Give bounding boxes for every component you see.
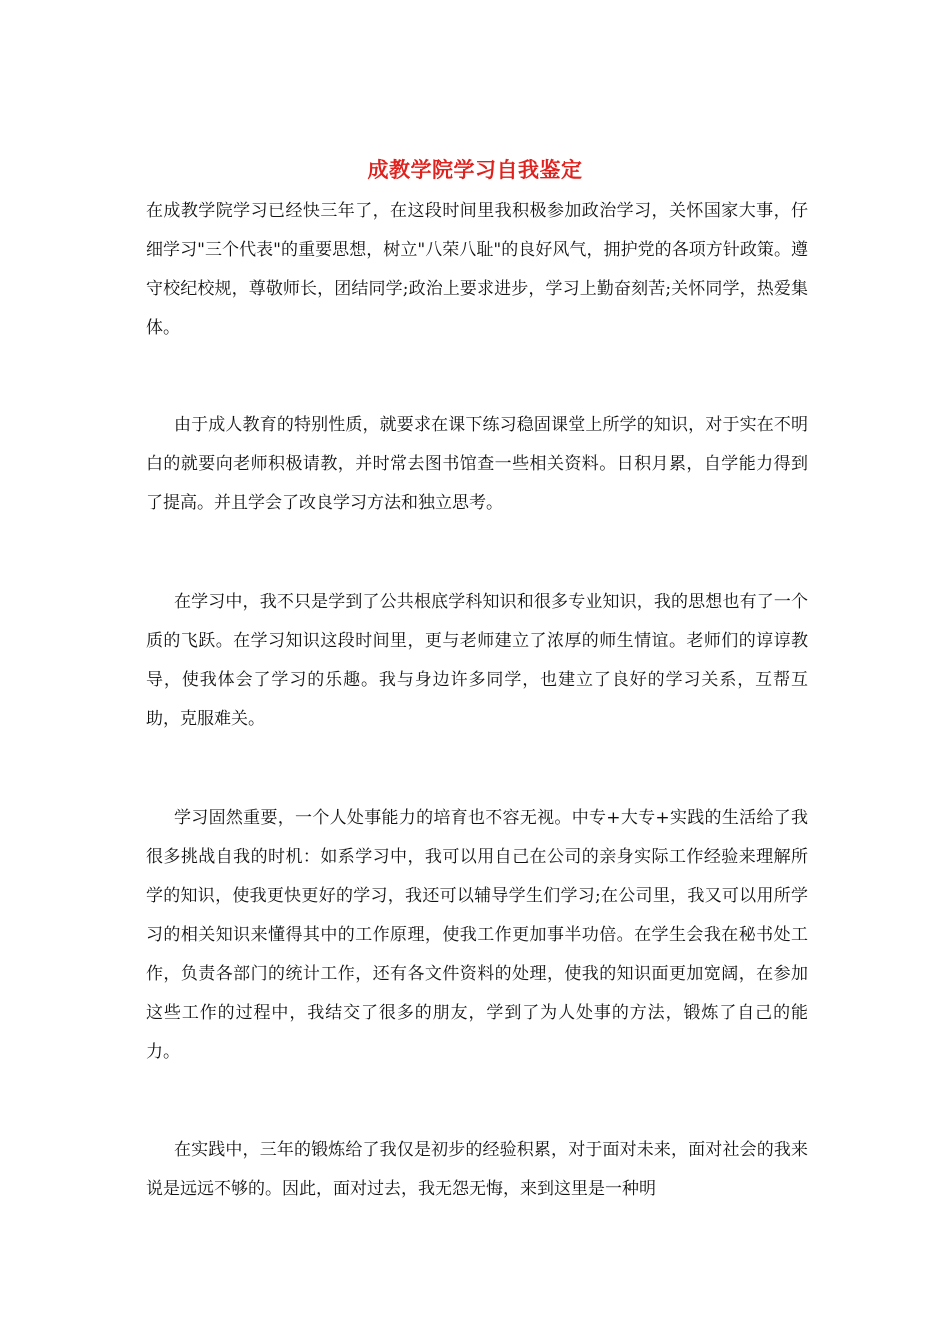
document-title: 成教学院学习自我鉴定 <box>367 157 583 182</box>
paragraph-5: 在实践中，三年的锻炼给了我仅是初步的经验积累，对于面对未来，面对社会的我来说是远远不够的。因此，面对过去，我无怨无悔，来到这里是一种明 <box>146 1140 808 1199</box>
paragraph-4: 学习固然重要，一个人处事能力的培育也不容无视。中专+大专+实践的生活给了我很多挑战自我的时机：如系学习中，我可以用自己在公司的亲身实际工作经验来理解所学的知识，使我更快更好的学习，我还可以辅导学生们学习;在公司里，我又可以用所学习的相关知识来懂得其中的工作原理，使我工作更加事半功倍。在学生会我在秘书处工作，负责各部门的统计工作，还有各文件资料的处理，使我的知识面更加宽阔，在参加这些工作的过程中，我结交了很多的朋友，学到了为人处事的方法，锻炼了自己的能力。 <box>146 808 808 1062</box>
paragraph-3: 在学习中，我不只是学到了公共根底学科知识和很多专业知识，我的思想也有了一个质的飞跃。在学习知识这段时间里，更与老师建立了浓厚的师生情谊。老师们的谆谆教导，使我体会了学习的乐趣。我与身边许多同学，也建立了良好的学习关系，互帮互助，克服难关。 <box>146 592 808 729</box>
paragraph-2: 由于成人教育的特别性质，就要求在课下练习稳固课堂上所学的知识，对于实在不明白的就要向老师积极请教，并时常去图书馆查一些相关资料。日积月累，自学能力得到了提高。并且学会了改良学习方法和独立思考。 <box>146 415 808 513</box>
paragraph-1: 在成教学院学习已经快三年了，在这段时间里我积极参加政治学习，关怀国家大事，仔细学习"三个代表"的重要思想，树立"八荣八耻"的良好风气，拥护党的各项方针政策。遵守校纪校规，尊敬师长，团结同学;政治上要求进步，学习上勤奋刻苦;关怀同学，热爱集体。 <box>146 201 808 338</box>
